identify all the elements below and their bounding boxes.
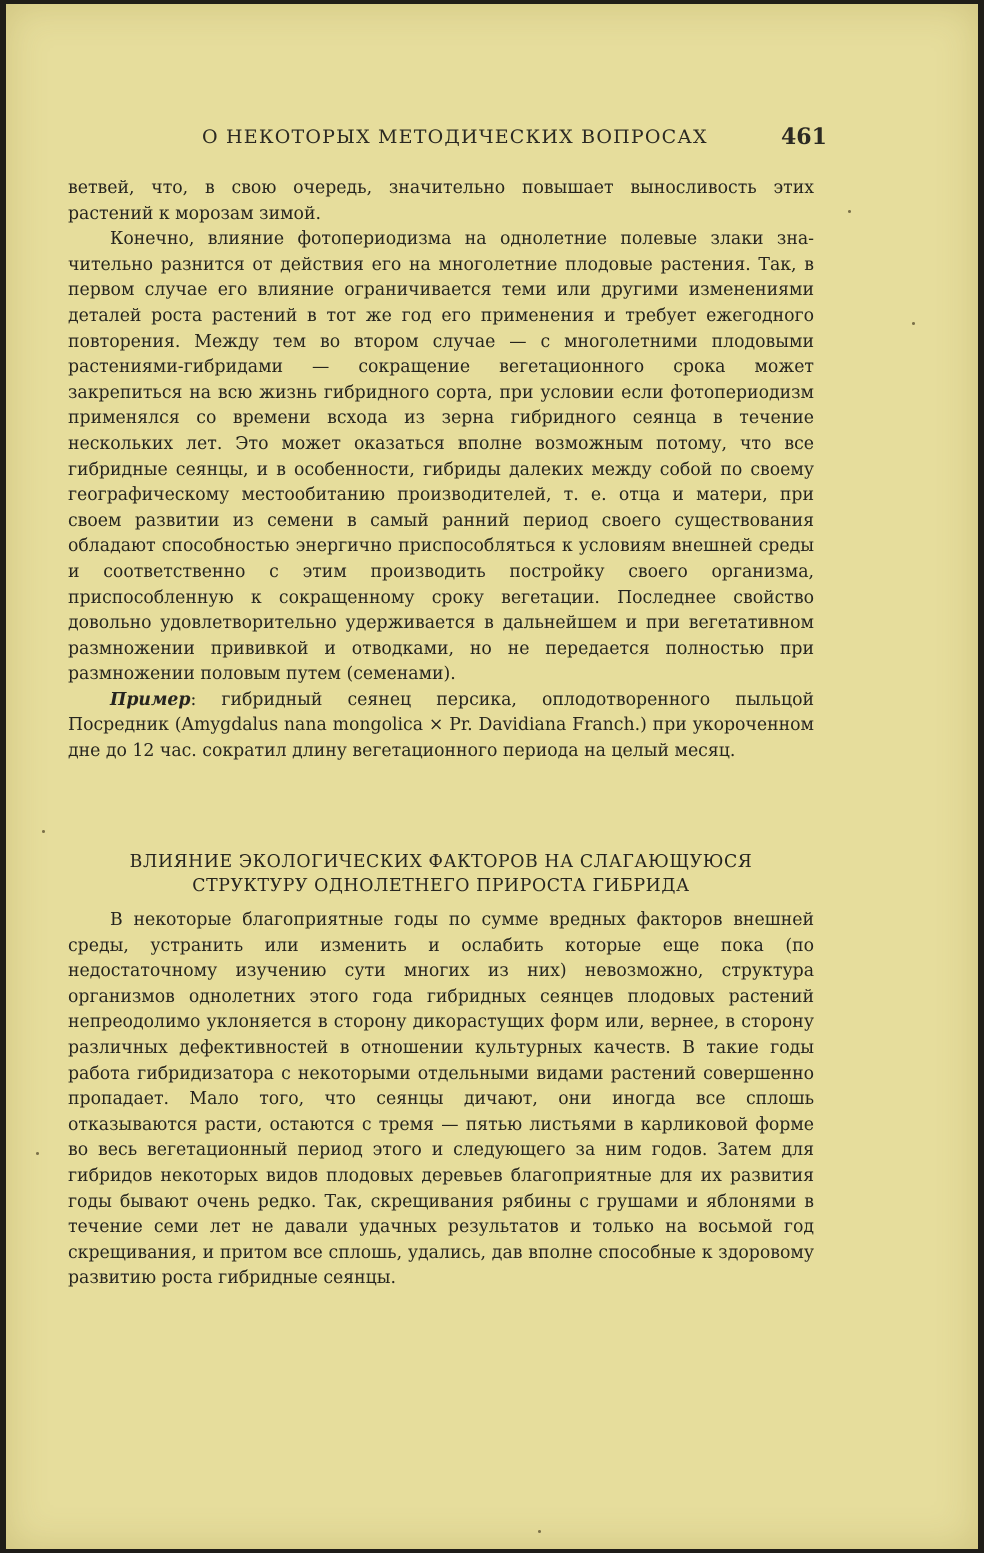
section-heading-line-1: ВЛИЯНИЕ ЭКОЛОГИЧЕСКИХ ФАКТОРОВ НА СЛАГАЮЩУЮСЯ	[129, 852, 753, 872]
page-header	[6, 126, 978, 156]
paper-speck	[912, 322, 915, 325]
paragraph-example	[68, 688, 814, 765]
paragraph-photoperiodism: Конечно, влияние фотопериодизма на однолетние полевые злаки значительно разнится от действия его на многолетние плодовые растения. Так, в первом случае его влияние ограничивается теми или другими изменениями деталей роста растений в тот же год его применения и требует ежегодного повторения. Между тем во втором случае — с многолетними плодовыми растениями-гибридами — сокращение вегетационного срока может закрепиться на всю жизнь гибридного сорта, при условии если фотопериодизм применялся со времени всхода из зерна гибридного сеянца в течение нескольких лет. Это может оказаться вполне возможным потому, что все гибридные сеянцы, и в особенности, гибриды далеких между собой по своему географическому местообитанию производителей, т. е. отца и матери, при своем развитии из семени в самый ранний период своего существования обладают способностью энергично приспособляться к условиям внешней среды и соответственно с этим производить постройку своего организма, приспособленную к сокращенному сроку вегетации. Последнее свойство довольно удовлетворительно удерживается в дальнейшем и при вегетативном размножении прививкой и отводками, но не передается полностью при размножении половым путем (семенами).	[68, 229, 814, 685]
section-heading	[68, 850, 814, 898]
book-page	[6, 4, 978, 1549]
paper-speck	[538, 1530, 541, 1533]
paper-speck	[36, 1152, 39, 1155]
example-text: : гибридный сеянец персика, оплодотворенного пыльцой Посредник (Amygdalus nana mongolica × Pr. Davidiana Franch.) при укороченном дне до 12 час. сократил длину вегетационного периода на целый месяц.	[68, 689, 814, 762]
example-lead-word: Пример	[110, 689, 191, 710]
main-text-bottom	[68, 908, 814, 1292]
running-title: О НЕКОТОРЫХ МЕТОДИЧЕСКИХ ВОПРОСАХ	[202, 126, 708, 148]
page-number: 461	[781, 124, 827, 150]
paragraph-continuation: ветвей, что, в свою очередь, значительно повышает выносливость этих растений к морозам зимой.	[68, 178, 814, 224]
main-text-top	[68, 176, 814, 765]
paragraph-ecological-factors: В некоторые благоприятные годы по сумме вредных факторов внешней среды, устранить или изменить и ослабить которые еще пока (по недостаточному изучению сути многих из них) невозможно, структура организмов однолетних этого года гибридных сеянцев плодовых растений непреодолимо уклоняется в сторону дикорастущих форм или, вернее, в сторону различных дефективностей в отношении культурных качеств. В такие годы работа гибридизатора с некоторыми отдельными видами растений совершенно пропадает. Мало того, что сеянцы дичают, они иногда все сплошь отказываются расти, остаются с тремя — пятью листьями в карликовой форме во весь вегетационный период этого и следующего за ним годов. Затем для гибридов некоторых видов плодовых деревьев благоприятные для их развития годы бывают очень редко. Так, скрещивания рябины с грушами и яблонями в течение семи лет не давали удачных результатов и только на восьмой год скрещивания, и притом все сплошь, удались, дав вполне способные к здоровому развитию роста гибридные сеянцы.	[68, 910, 814, 1289]
section-heading-line-2: СТРУКТУРУ ОДНОЛЕТНЕГО ПРИРОСТА ГИБРИДА	[192, 876, 690, 896]
paper-speck	[42, 830, 45, 833]
paper-speck	[848, 210, 851, 213]
